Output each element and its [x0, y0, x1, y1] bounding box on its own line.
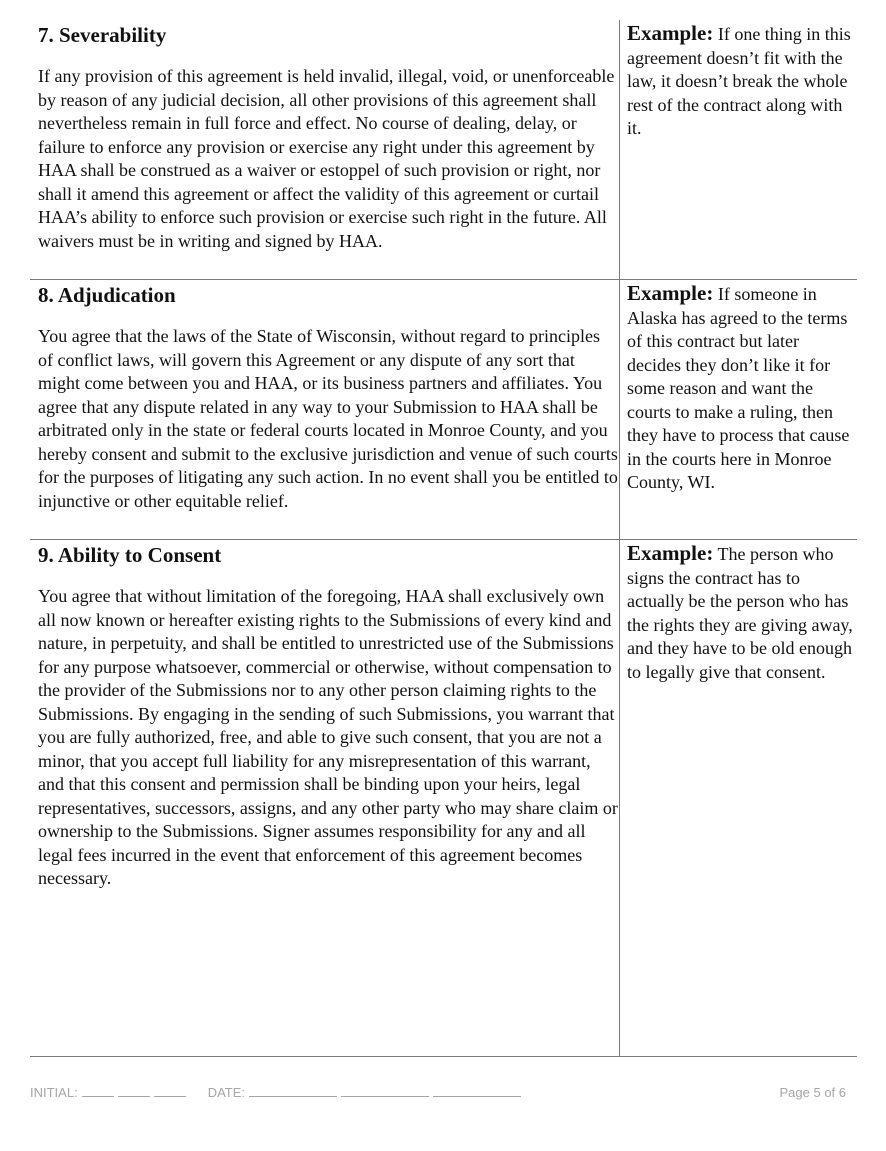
initial-blank-2[interactable] [118, 1084, 150, 1097]
example-label: Example: [627, 541, 714, 565]
example-label: Example: [627, 21, 714, 45]
example-column [620, 20, 857, 279]
agreement-table [30, 20, 857, 1057]
date-blank-2[interactable] [341, 1084, 429, 1097]
section-main-column [30, 540, 620, 1056]
date-blank-3[interactable] [433, 1084, 521, 1097]
section-row-ability-to-consent [30, 540, 857, 1057]
date-label: DATE: [207, 1085, 246, 1100]
section-main-column [30, 20, 620, 279]
section-main-column [30, 280, 620, 539]
section-row-severability [30, 20, 857, 280]
initial-blank-1[interactable] [82, 1084, 114, 1097]
section-body: You agree that the laws of the State of Wisconsin, without regard to principles of conflict laws, will govern this Agreement or any dispute of any sort that might come between you and HAA, or its business partners and affiliates. You agree that any dispute related in any way to your Submission to HAA shall be arbitrated only in the state or federal courts located in Monroe County, and you hereby consent and submit to the exclusive jurisdiction and venue of such courts for the purposes of litigating any such action. In no event shall you be entitled to injunctive or other equitable relief. [38, 326, 618, 511]
section-heading: 9. Ability to Consent [38, 543, 222, 567]
section-row-adjudication [30, 280, 857, 540]
date-blank-1[interactable] [249, 1084, 337, 1097]
section-body: If any provision of this agreement is held invalid, illegal, void, or unenforceable by reason of any judicial decision, all other provisions of this agreement shall nevertheless remain in full force and effect. No course of dealing, delay, or failure to enforce any provision or exercise any right under this agreement by HAA shall be construed as a waiver or estoppel of such provision or right, nor shall it amend this agreement or affect the validity of this agreement or curtail HAA’s ability to enforce such provision or exercise such right in the future. All waivers must be in writing and signed by HAA. [38, 66, 615, 251]
page-number: Page 5 of 6 [779, 1085, 846, 1100]
section-body: You agree that without limitation of the foregoing, HAA shall exclusively own all now known or hereafter existing rights to the Submissions of every kind and nature, in perpetuity, and shall be entitled to unrestricted use of the Submissions for any purpose whatsoever, commercial or otherwise, without compensation to the provider of the Submissions nor to any other person claiming rights to the Submissions. By engaging in the sending of such Submissions, you warrant that you are fully authorized, free, and able to give such consent, that you are not a minor, that you accept full liability for any misrepresentation of this warrant, and that this consent and permission shall be binding upon your heirs, legal representatives, successors, assigns, and any other party who may share claim or ownership to the Submissions. Signer assumes responsibility for any and all legal fees incurred in the event that enforcement of this agreement becomes necessary. [38, 586, 618, 888]
example-text: If one thing in this agreement doesn’t fit with the law, it doesn’t break the whole rest of the contract along with it. [627, 24, 851, 138]
example-column [620, 280, 857, 539]
example-text: The person who signs the contract has to actually be the person who has the rights they are giving away, and they have to be old enough to legally give that consent. [627, 544, 853, 682]
initial-label: INITIAL: [30, 1085, 78, 1100]
example-label: Example: [627, 281, 714, 305]
initial-blank-3[interactable] [154, 1084, 186, 1097]
section-heading: 7. Severability [38, 23, 167, 47]
example-text: If someone in Alaska has agreed to the terms of this contract but later decides they don’t like it for some reason and want the courts to make a ruling, then they have to process that cause in the courts here in Monroe County, WI. [627, 284, 850, 492]
page-footer [30, 1084, 846, 1100]
example-column [620, 540, 857, 1056]
section-heading: 8. Adjudication [38, 283, 176, 307]
